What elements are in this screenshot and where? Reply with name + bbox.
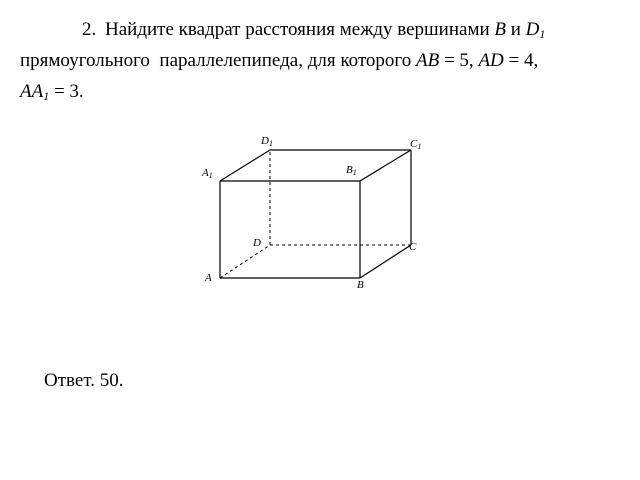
problem-line-3 (20, 76, 624, 107)
problem-line-2 (20, 45, 624, 76)
problem-line-1 (20, 14, 624, 45)
edge-b-c (360, 245, 411, 278)
answer (44, 370, 123, 392)
answer-value: 50. (99, 370, 124, 391)
vertex-d1: $D_1$ (525, 19, 546, 41)
label-d1: D1 (261, 135, 273, 148)
condition-aa1-value: = 3. (49, 81, 84, 102)
label-d: D (253, 237, 261, 249)
parallelepiped-figure (195, 128, 435, 298)
condition-ad-value: = 4, (503, 50, 539, 71)
label-b1: B1 (346, 164, 357, 177)
edge-a-d-hidden (220, 245, 270, 278)
condition-ad-label: AD (478, 50, 504, 71)
conjunction: и (510, 19, 521, 40)
condition-aa1-label: $AA_1$ (20, 81, 50, 103)
edge-b1-c1 (360, 150, 411, 181)
parallelepiped-diagram (195, 128, 435, 298)
label-c1: C1 (410, 138, 422, 151)
problem-text-part2: прямоугольного параллелепипеда, для которого (20, 50, 412, 71)
condition-ab-value: = 5, (439, 50, 474, 71)
label-a1: A1 (202, 167, 213, 180)
label-b: B (357, 279, 364, 291)
problem-statement (20, 14, 624, 107)
label-a: A (205, 272, 212, 284)
vertex-b: B (494, 19, 506, 40)
condition-ab-label: AB (416, 50, 440, 71)
problem-number: 2. (82, 19, 97, 40)
problem-text-part1: Найдите квадрат расстояния между вершинами (105, 19, 490, 40)
answer-label: Ответ. (44, 370, 95, 391)
label-c: C (409, 241, 417, 253)
edge-a1-d1 (220, 150, 270, 181)
